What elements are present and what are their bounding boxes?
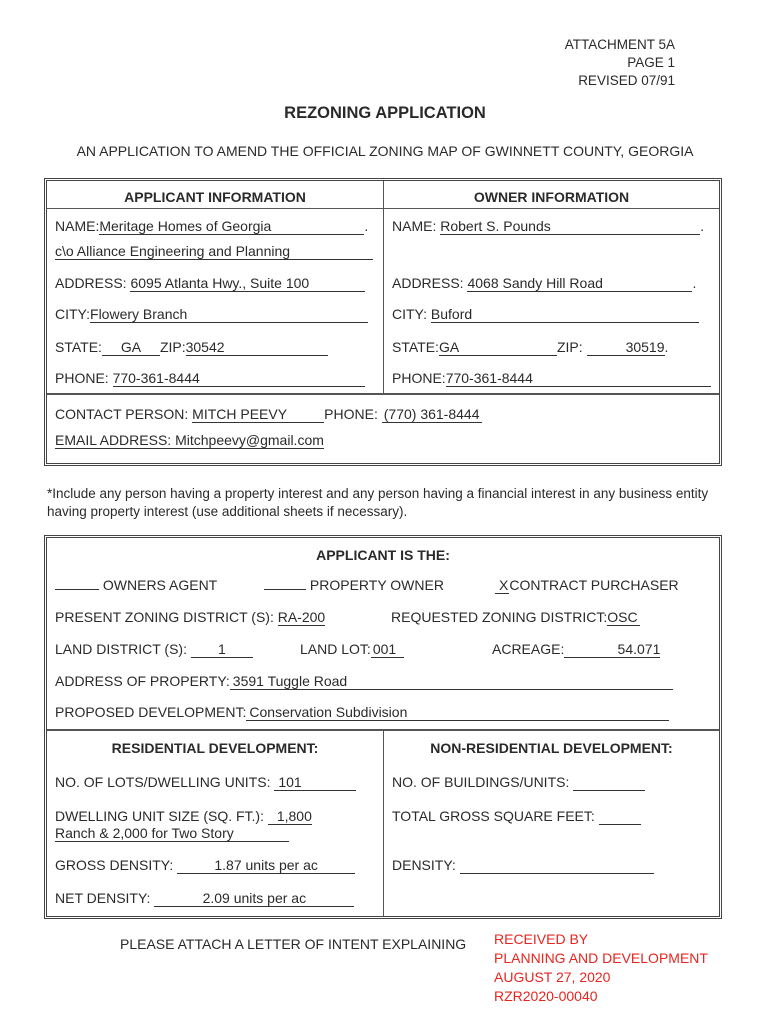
owner-name-field <box>440 218 700 235</box>
applicant-zip-label: ZIP: <box>159 339 186 355</box>
owner-phone-row <box>392 370 711 387</box>
unit-size-line2-row <box>55 825 289 842</box>
buildings-row <box>392 774 645 791</box>
gross-sqft-label: TOTAL GROSS SQUARE FEET: <box>392 808 595 824</box>
applicant-state-field <box>102 339 160 356</box>
development-column-divider <box>383 731 384 916</box>
stamp-line-received: RECEIVED BY <box>494 931 589 947</box>
owner-zip-value: 30519 <box>625 339 665 355</box>
present-zoning-field <box>278 609 325 626</box>
contact-person-field <box>192 406 324 423</box>
stamp-line-department: PLANNING AND DEVELOPMENT <box>494 950 708 966</box>
applicant-state-value: GA <box>120 339 142 355</box>
unit-size-value: 1,800 <box>276 808 312 824</box>
lots-field <box>274 774 356 791</box>
applicant-name-line2-value: c\o Alliance Engineering and Planning <box>55 243 291 259</box>
applicant-city-label: CITY: <box>55 306 91 322</box>
land-district-label: LAND DISTRICT (S): <box>55 641 187 657</box>
present-zoning-label: PRESENT ZONING DISTRICT (S): <box>55 609 274 625</box>
contract-purchaser-mark: X <box>499 577 509 593</box>
applicant-zip-field <box>186 339 328 356</box>
residential-heading: RESIDENTIAL DEVELOPMENT: <box>111 740 319 756</box>
proposed-development-field <box>246 704 669 721</box>
land-district-value: 1 <box>217 641 226 657</box>
acreage-label: ACREAGE: <box>492 641 565 657</box>
applicant-state-label: STATE: <box>55 339 102 355</box>
contact-person-label: CONTACT PERSON: <box>55 406 189 422</box>
page-label: PAGE 1 <box>627 55 675 70</box>
applicant-state-row <box>55 339 328 356</box>
applicant-zip-value: 30542 <box>185 339 225 355</box>
property-owner-label: PROPERTY OWNER <box>309 577 444 593</box>
density-row <box>392 857 654 874</box>
contact-divider <box>47 393 719 395</box>
owner-phone-value: 770-361-8444 <box>445 370 533 386</box>
owner-state-row: STATE:GA ZIP: 30519. <box>392 339 669 355</box>
property-address-label: ADDRESS OF PROPERTY: <box>55 673 230 689</box>
stamp-line-date: AUGUST 27, 2020 <box>494 969 611 985</box>
interest-note: *Include any person having a property interest and any person having a financial interest in any business entity having property interest (use additional sheets if necessary). <box>47 486 709 519</box>
info-column-divider <box>383 181 384 393</box>
property-owner-field <box>264 589 306 590</box>
acreage-field <box>564 641 660 658</box>
gross-density-value: 1.87 units per ac <box>214 857 318 873</box>
attachment-label: ATTACHMENT 5A <box>564 37 675 52</box>
owners-agent-field <box>55 589 99 590</box>
applicant-city-field <box>90 306 368 323</box>
owner-city-label: CITY: <box>392 306 428 322</box>
gross-sqft-field <box>599 808 641 825</box>
owner-zip-label: ZIP: <box>556 339 583 355</box>
applicant-type-row <box>55 577 217 593</box>
contract-purchaser-field <box>495 577 509 594</box>
owner-name-label: NAME: <box>392 218 437 234</box>
lots-value: 101 <box>278 774 302 790</box>
owner-city-row <box>392 306 699 323</box>
contact-phone-value: (770) 361-8444 <box>383 406 480 422</box>
owner-phone-label: PHONE: <box>392 370 446 386</box>
present-zoning-value: RA-200 <box>277 609 326 625</box>
owner-address-row: ADDRESS: 4068 Sandy Hill Road . <box>392 275 697 291</box>
zoning-row <box>55 609 325 626</box>
land-district-field <box>191 641 253 658</box>
property-address-row <box>55 673 673 690</box>
land-lot-field <box>371 641 404 658</box>
gross-density-label: GROSS DENSITY: <box>55 857 174 873</box>
lots-row <box>55 774 356 791</box>
proposed-development-label: PROPOSED DEVELOPMENT: <box>55 704 247 720</box>
unit-size-row <box>55 808 312 825</box>
non-residential-heading: NON-RESIDENTIAL DEVELOPMENT: <box>430 740 673 756</box>
applicant-address-value: 6095 Atlanta Hwy., Suite 100 <box>130 275 310 291</box>
applicant-city-row <box>55 306 368 323</box>
contact-phone-label: PHONE: <box>324 406 378 422</box>
owner-address-field <box>467 275 692 292</box>
unit-size-line2-value: Ranch & 2,000 for Two Story <box>55 825 234 841</box>
owner-city-field <box>431 306 699 323</box>
unit-size-field <box>268 808 312 825</box>
owner-address-value: 4068 Sandy Hill Road <box>467 275 603 291</box>
applicant-name-field <box>99 218 364 235</box>
applicant-phone-row <box>55 370 365 387</box>
lots-label: NO. OF LOTS/DWELLING UNITS: <box>55 774 271 790</box>
gross-density-row <box>55 857 355 874</box>
land-lot-row <box>300 641 404 658</box>
contact-email-field <box>55 432 324 449</box>
owner-city-value: Buford <box>430 306 473 322</box>
density-field <box>460 857 654 874</box>
applicant-phone-field <box>113 370 365 387</box>
unit-size-line2-field <box>55 825 289 842</box>
contact-person-row <box>55 406 482 423</box>
land-lot-label: LAND LOT: <box>300 641 371 657</box>
applicant-address-label: ADDRESS: <box>55 275 127 291</box>
net-density-field <box>154 890 354 907</box>
property-address-field <box>230 673 673 690</box>
property-owner-option <box>264 577 444 593</box>
net-density-value: 2.09 units per ac <box>202 890 307 906</box>
applicant-name-value: Meritage Homes of Georgia <box>99 218 272 234</box>
gross-sqft-row <box>392 808 641 825</box>
requested-zoning-value: OSC <box>607 609 638 625</box>
owner-zip-field <box>587 339 665 356</box>
contact-email-value: Mitchpeevy@gmail.com <box>175 432 324 448</box>
gross-density-field <box>177 857 355 874</box>
applicant-phone-label: PHONE: <box>55 370 109 386</box>
density-label: DENSITY: <box>392 857 456 873</box>
owner-state-field <box>439 339 557 356</box>
unit-size-label: DWELLING UNIT SIZE (SQ. FT.): <box>55 808 264 824</box>
applicant-city-value: Flowery Branch <box>90 306 188 322</box>
requested-zoning-row <box>391 609 640 626</box>
net-density-label: NET DENSITY: <box>55 890 151 906</box>
land-lot-value: 001 <box>372 641 397 657</box>
owner-name-value: Robert S. Pounds <box>440 218 551 234</box>
owners-agent-label: OWNERS AGENT <box>102 577 218 593</box>
revised-label: REVISED 07/91 <box>578 73 675 88</box>
owner-state-label: STATE: <box>392 339 439 355</box>
applicant-name-line2-field <box>55 243 373 260</box>
applicant-address-field <box>130 275 365 292</box>
owner-name-row: NAME: Robert S. Pounds . <box>392 218 705 234</box>
buildings-field <box>573 774 645 791</box>
owner-info-heading: OWNER INFORMATION <box>473 189 630 205</box>
applicant-name-row: NAME:Meritage Homes of Georgia . <box>55 218 369 234</box>
applicant-is-heading: APPLICANT IS THE: <box>316 547 450 563</box>
requested-zoning-label: REQUESTED ZONING DISTRICT: <box>391 609 608 625</box>
applicant-phone-value: 770-361-8444 <box>112 370 200 386</box>
property-address-value: 3591 Tuggle Road <box>232 673 348 689</box>
received-stamp <box>494 930 708 1006</box>
contact-phone-field <box>382 406 482 423</box>
proposed-development-value: Conservation Subdivision <box>249 704 408 720</box>
contact-person-value: MITCH PEEVY <box>192 406 288 422</box>
applicant-info-heading: APPLICANT INFORMATION <box>124 189 306 205</box>
stamp-line-case-number: RZR2020-00040 <box>494 988 598 1004</box>
net-density-row <box>55 890 354 907</box>
owner-phone-field <box>446 370 711 387</box>
applicant-address-row <box>55 275 365 292</box>
contact-email-label: EMAIL ADDRESS: <box>55 432 172 448</box>
acreage-row <box>492 641 660 658</box>
acreage-value: 54.071 <box>617 641 661 657</box>
contract-purchaser-option <box>495 577 679 594</box>
applicant-name-line2-row <box>55 243 373 260</box>
land-district-row <box>55 641 253 658</box>
contact-email-row <box>55 432 324 449</box>
contract-purchaser-label: CONTRACT PURCHASER <box>509 577 679 593</box>
buildings-label: NO. OF BUILDINGS/UNITS: <box>392 774 570 790</box>
page-subtitle: AN APPLICATION TO AMEND THE OFFICIAL ZONING MAP OF GWINNETT COUNTY, GEORGIA <box>76 143 694 159</box>
owner-state-value: GA <box>438 339 460 355</box>
page-title: REZONING APPLICATION <box>284 104 486 122</box>
owner-address-label: ADDRESS: <box>392 275 464 291</box>
proposed-development-row <box>55 704 669 721</box>
footer-instruction: PLEASE ATTACH A LETTER OF INTENT EXPLAINING <box>120 936 467 952</box>
applicant-name-label: NAME: <box>55 218 100 234</box>
requested-zoning-field <box>607 609 639 626</box>
